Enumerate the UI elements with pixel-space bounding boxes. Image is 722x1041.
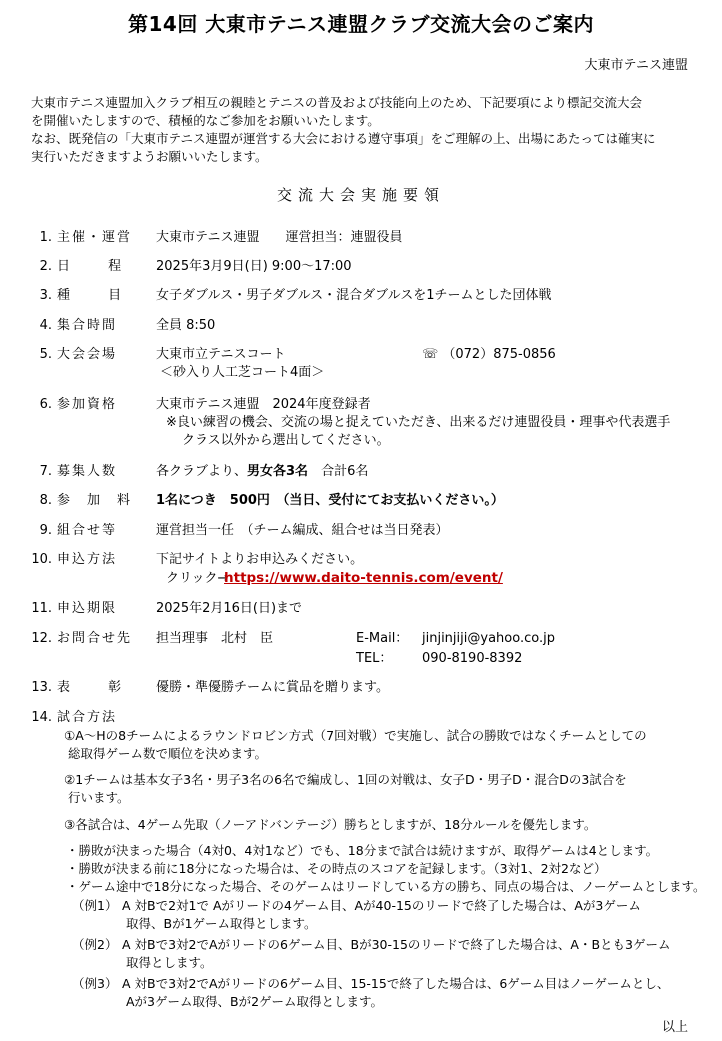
contact-phone: 090-8190-8392 xyxy=(422,651,523,666)
example-label: （例3） xyxy=(72,976,118,991)
document-title: 第14回 大東市テニス連盟クラブ交流大会のご案内 xyxy=(128,12,594,36)
item-value: 大東市立テニスコート xyxy=(156,347,286,362)
item-label: 大会会場 xyxy=(57,347,118,362)
item-number: 6. xyxy=(39,397,52,412)
item-number: 14. xyxy=(31,710,52,725)
application-url-link[interactable]: https://www.daito-tennis.com/event/ xyxy=(224,570,503,586)
item-label: 申込方法 xyxy=(57,552,118,567)
item-label: 主催・運営 xyxy=(57,230,133,245)
item-number: 1. xyxy=(39,230,52,245)
item-value: 運営担当一任 （チーム編成、組合せは当日発表） xyxy=(156,523,449,538)
item-number: 4. xyxy=(39,318,52,333)
example-text: A 対Bで3対2でAがリードの6ゲーム目、Bが30-15のリードで終了した場合は、A・Bとも3ゲーム xyxy=(122,937,671,952)
example-text: 取得、Bが1ゲーム取得とします。 xyxy=(126,916,317,931)
item-value: 1名につき 500円 （当日、受付にてお支払いください。） xyxy=(156,493,504,508)
intro-paragraph xyxy=(31,94,701,166)
item-label: 参 加 料 xyxy=(57,493,133,508)
item-label: 試合方法 xyxy=(57,710,118,725)
item-value: 大東市テニス連盟 運営担当：連盟役員 xyxy=(156,230,403,245)
item-value: 優勝・準優勝チームに賞品を贈ります。 xyxy=(156,680,389,695)
recruitment-text: 各クラブより、 xyxy=(156,464,248,479)
item-number: 11. xyxy=(31,601,52,616)
rule-bullet: ・ゲーム途中で18分になった場合、そのゲームはリードしている方の勝ち、同点の場合は、ノーゲームとします。 xyxy=(66,879,706,894)
intro-line: を開催いたしますので、積極的なご参加をお願いいたします。 xyxy=(31,113,380,128)
item-label: お問合せ先 xyxy=(57,631,133,646)
item-value: 2025年3月9日(日) 9:00～17:00 xyxy=(156,259,352,274)
rule-text: ②1チームは基本女子3名・男子3名の6名で編成し、1回の対戦は、女子D・男子D・混合Dの3試合を xyxy=(64,772,627,787)
intro-line: 大東市テニス連盟加入クラブ相互の親睦とテニスの普及および技能向上のため、下記要項により標記交流大会 xyxy=(31,95,643,110)
item-number: 7. xyxy=(39,464,52,479)
item-label: 組合せ等 xyxy=(57,523,118,538)
item-number: 12. xyxy=(31,631,52,646)
item-number: 8. xyxy=(39,493,52,508)
example-label: （例1） xyxy=(72,898,118,913)
item-value xyxy=(156,462,368,481)
click-prompt: クリック→ xyxy=(166,571,229,586)
item-label: 集合時間 xyxy=(57,318,118,333)
example-text: A 対Bで2対1で Aがリードの4ゲーム目、Aが40-15のリードで終了した場合は、Aが3ゲーム xyxy=(122,898,641,913)
item-number: 2. xyxy=(39,259,52,274)
section-heading: 交流大会実施要領 xyxy=(276,186,445,204)
email-label: E-Mail： xyxy=(356,631,409,646)
recruitment-total: 合計6名 xyxy=(308,464,369,479)
rule-bullet: ・勝敗が決まった場合（4対0、4対1など）でも、18分まで試合は続けますが、取得ゲームは4とします。 xyxy=(66,843,659,858)
rule-bullet: ・勝敗が決まる前に18分になった場合は、その時点のスコアを記録します。（3対1、2対2など） xyxy=(66,861,607,876)
intro-line: 実行いただきますようお願いいたします。 xyxy=(31,149,268,164)
item-value: 大東市テニス連盟 2024年度登録者 xyxy=(156,397,371,412)
item-number: 3. xyxy=(39,288,52,303)
item-value: 2025年2月16日(日)まで xyxy=(156,601,303,616)
eligibility-note: ※良い練習の機会、交流の場と捉えていただき、出来るだけ連盟役員・理事や代表選手 xyxy=(166,415,671,430)
example-text: 取得とします。 xyxy=(126,955,213,970)
item-value: 女子ダブルス・男子ダブルス・混合ダブルスを1チームとした団体戦 xyxy=(156,288,552,303)
tel-label: TEL： xyxy=(356,651,393,666)
item-number: 9. xyxy=(39,523,52,538)
item-label: 募集人数 xyxy=(57,464,118,479)
rule-text: 行います。 xyxy=(68,790,130,805)
closing-mark: 以上 xyxy=(661,1020,688,1035)
venue-phone: ☏ （072）875-0856 xyxy=(422,347,556,362)
example-label: （例2） xyxy=(72,937,118,952)
item-value: 全員 8:50 xyxy=(156,318,216,333)
item-value: 下記サイトよりお申込みください。 xyxy=(156,552,364,567)
rule-text: 総取得ゲーム数で順位を決めます。 xyxy=(68,746,268,761)
item-label: 申込期限 xyxy=(57,601,118,616)
item-number: 13. xyxy=(31,680,52,695)
intro-line: なお、既発信の「大東市テニス連盟が運営する大会における遵守事項」をご理解の上、出場にあたっては確実に xyxy=(31,131,656,146)
item-number: 5. xyxy=(39,347,52,362)
venue-court-note: ＜砂入り人工芝コート4面＞ xyxy=(160,365,325,380)
item-label: 日 程 xyxy=(57,259,124,274)
item-number: 10. xyxy=(31,552,52,567)
contact-email[interactable]: jinjinjiji@yahoo.co.jp xyxy=(422,631,555,646)
item-label: 種 目 xyxy=(57,288,124,303)
example-text: A 対Bで3対2でAがリードの6ゲーム目、15-15で終了した場合は、6ゲーム目はノーゲームとし、 xyxy=(122,976,670,991)
example-text: Aが3ゲーム取得、Bが2ゲーム取得とします。 xyxy=(126,994,384,1009)
item-label: 参加資格 xyxy=(57,397,118,412)
organizer-name: 大東市テニス連盟 xyxy=(584,58,688,73)
item-label: 表 彰 xyxy=(57,680,124,695)
eligibility-note: クラス以外から選出してください。 xyxy=(182,433,390,448)
rule-text: ①A～Hの8チームによるラウンドロビン方式（7回対戦）で実施し、試合の勝敗ではなくチームとしての xyxy=(64,728,647,743)
recruitment-count: 男女各3名 xyxy=(247,464,309,479)
item-value: 担当理事 北村 臣 xyxy=(156,631,274,646)
rule-text: ③各試合は、4ゲーム先取（ノーアドバンテージ）勝ちとしますが、18分ルールを優先します。 xyxy=(64,817,597,832)
